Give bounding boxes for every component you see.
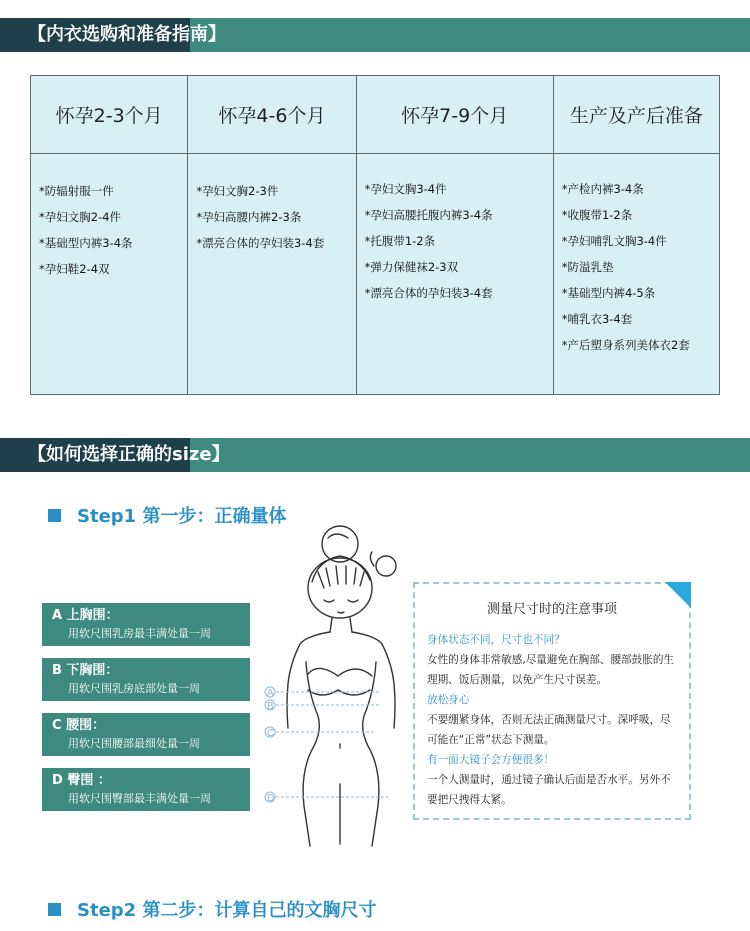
guide-item: *防溢乳垫	[561, 260, 614, 274]
preparation-guide-table	[30, 75, 720, 395]
banner-teal-bar	[190, 438, 750, 472]
section-banner-size	[0, 438, 750, 472]
section-title: 【如何选择正确的size】	[28, 444, 230, 465]
guide-item: *孕妇文胸2-3件	[196, 184, 279, 198]
guide-item: *产后塑身系列美体衣2套	[561, 338, 690, 352]
guide-column	[31, 76, 187, 394]
measurement-notes-card	[413, 582, 691, 820]
guide-item: *孕妇高腰托腹内裤3-4条	[364, 208, 493, 222]
step-label: Step1 第一步：正确量体	[77, 506, 287, 527]
note-text: 女性的身体非常敏感,尽量避免在胸部、腰部鼓胀的生理期、饭后测量，以免产生尺寸误差。	[427, 654, 675, 686]
figure-letter-d: D	[267, 793, 275, 804]
note-text: 不要绷紧身体，否则无法正确测量尺寸。深呼吸，尽可能在“正常”状态下测量。	[427, 714, 671, 746]
guide-column	[187, 76, 355, 394]
notes-title: 测量尺寸时的注意事项	[486, 602, 617, 617]
measure-title: D 臀围 ：	[52, 773, 111, 788]
guide-item: *基础型内裤3-4条	[39, 236, 133, 250]
guide-item: *防辐射服一件	[39, 184, 114, 198]
guide-item: *孕妇高腰内裤2-3条	[196, 210, 302, 224]
banner-teal-bar	[190, 18, 750, 52]
column-header: 生产及产后准备	[554, 76, 719, 154]
guide-item: *孕妇哺乳文胸3-4件	[561, 234, 667, 248]
measure-title: C 腰围：	[52, 718, 106, 733]
measure-desc: 用软尺围腰部最细处量一周	[68, 737, 200, 750]
figure-letter-b: B	[267, 701, 274, 712]
guide-item: *收腹带1-2条	[561, 208, 633, 222]
measure-box-c	[42, 713, 250, 756]
section-title: 【内衣选购和准备指南】	[28, 24, 226, 45]
note-text: 一个人测量时，通过镜子确认后面是否水平。另外不要把尺拽得太紧。	[427, 774, 671, 806]
section-banner-guide	[0, 18, 750, 52]
guide-item: *漂亮合体的孕妇装3-4套	[196, 236, 325, 250]
guide-item: *托腹带1-2条	[364, 234, 436, 248]
figure-letter-a: A	[267, 688, 274, 699]
measure-box-a	[42, 603, 250, 646]
guide-item: *漂亮合体的孕妇装3-4套	[364, 286, 493, 300]
note-heading: 有一面大镜子会方便很多！	[427, 754, 555, 766]
measure-desc: 用软尺围乳房最丰满处量一周	[68, 627, 211, 640]
step2-heading	[48, 896, 376, 922]
guide-item: *哺乳衣3-4套	[561, 312, 633, 326]
guide-column	[356, 76, 553, 394]
column-header: 怀孕7-9个月	[357, 76, 553, 154]
step1-heading	[48, 502, 286, 528]
note-heading: 身体状态不同，尺寸也不同？	[427, 634, 565, 646]
guide-item: *基础型内裤4-5条	[561, 286, 656, 300]
guide-item: *孕妇文胸3-4件	[364, 182, 447, 196]
figure-letter-c: C	[267, 728, 275, 739]
guide-item: *孕妇鞋2-4双	[39, 262, 110, 276]
guide-item: *产检内裤3-4条	[561, 182, 644, 196]
column-header: 怀孕2-3个月	[31, 76, 187, 154]
step-label: Step2 第二步：计算自己的文胸尺寸	[77, 900, 377, 921]
guide-item: *弹力保健袜2-3双	[364, 260, 459, 274]
body-figure-illustration	[262, 522, 412, 852]
guide-column	[553, 76, 719, 394]
note-heading: 放松身心	[427, 694, 470, 706]
square-bullet-icon	[48, 903, 61, 916]
measure-box-d	[42, 768, 250, 811]
square-bullet-icon	[48, 509, 61, 522]
measure-desc: 用软尺围臀部最丰满处量一周	[68, 792, 211, 805]
notes-body	[427, 630, 681, 810]
measure-desc: 用软尺围乳房底部处量一周	[68, 682, 200, 695]
measure-title: B 下胸围：	[52, 663, 119, 678]
measure-box-b	[42, 658, 250, 701]
measure-title: A 上胸围：	[52, 608, 119, 623]
column-header: 怀孕4-6个月	[188, 76, 355, 154]
guide-item: *孕妇文胸2-4件	[39, 210, 122, 224]
